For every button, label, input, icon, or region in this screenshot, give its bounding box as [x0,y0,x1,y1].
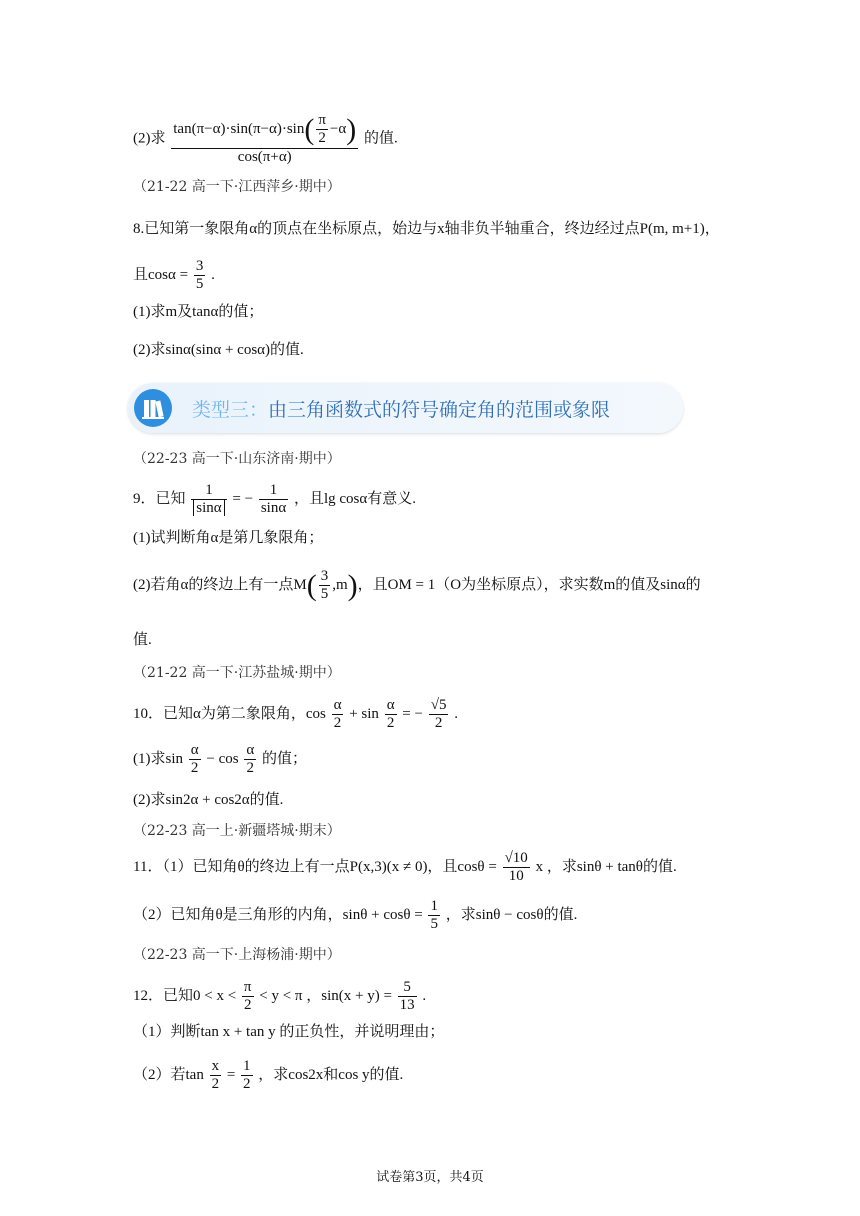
q8-condition: 且cosα = $\frac{3}{5}$ . [133,258,215,293]
q8-part1: (1)求m及tanα的值； [133,304,264,320]
q8-stem: 8.已知第一象限角α的顶点在坐标原点，始边与x轴非负半轴重合，终边经过点P(m, m+1)， [133,221,720,237]
books-icon [134,389,172,427]
section-title: 类型三：由三角函数式的符号确定角的范围或象限 [192,399,611,421]
q9-stem: 9．已知 $\frac{1}{\sin\alpha}$ = − $\frac{1}{\sin\alpha}$ ，且lg cosα有意义. [133,482,416,517]
q9-part1: (1)试判断角α是第几象限角； [133,530,324,546]
q9-source: （22-23 高一下·山东济南·期中） [133,451,341,467]
q10-part2: (2)求sin2α + cos2α的值. [133,792,284,808]
page-footer: 试卷第3页，共4页 [376,1170,484,1185]
q7-part2: (2)求 tan(π−α)·sin(π−α)·sin( $\frac{\pi}{2}$ −α) cos(π+α) 的值. [133,112,398,165]
q8-source: （21-22 高一下·江西萍乡·期中） [133,179,341,195]
q11-part2: （2）已知角θ是三角形的内角，sinθ + cosθ = $\frac{1}{5}$ ，求sinθ − cosθ的值. [133,898,578,933]
q12-part2: （2）若tan $\frac{x}{2}$ = $\frac{1}{2}$ ，求cos2x和cos y的值. [133,1058,404,1093]
q11-source: （22-23 高一上·新疆塔城·期末） [133,823,341,839]
q9-part2-cont: 值. [133,632,152,648]
q10-part1: (1)求sin $\frac{\alpha}{2}$ − cos $\frac{\alpha}{2}$ 的值； [133,742,307,777]
q12-source: （22-23 高一下·上海杨浦·期中） [133,947,341,963]
q7-fraction: tan(π−α)·sin(π−α)·sin( $\frac{\pi}{2}$ −α) cos(π+α) [173,112,357,165]
q11-part1: 11．（1）已知角θ的终边上有一点P(x,3)(x ≠ 0)，且cosθ = $\frac{√10}{10}$ x ，求sinθ + tanθ的值. [133,850,677,885]
q12-stem: 12．已知0 < x < $\frac{\pi}{2}$ < y < π ，sin(x + y) = $\frac{5}{13}$ . [133,979,427,1014]
q12-part1: （1）判断tan x + tan y 的正负性，并说明理由； [133,1024,445,1040]
q10-stem: 10．已知α为第二象限角，cos $\frac{\alpha}{2}$ + sin $\frac{\alpha}{2}$ = − $\frac{√5}{2}$ . [133,697,458,732]
section-banner [128,383,683,433]
q8-part2: (2)求sinα(sinα + cosα)的值. [133,342,304,358]
q9-part2: (2)若角α的终边上有一点M( $\frac{3}{5}$ ,m)，且OM = 1（O为坐标原点），求实数m的值及sinα的 [133,568,701,603]
q10-source: （21-22 高一下·江苏盐城·期中） [133,665,341,681]
